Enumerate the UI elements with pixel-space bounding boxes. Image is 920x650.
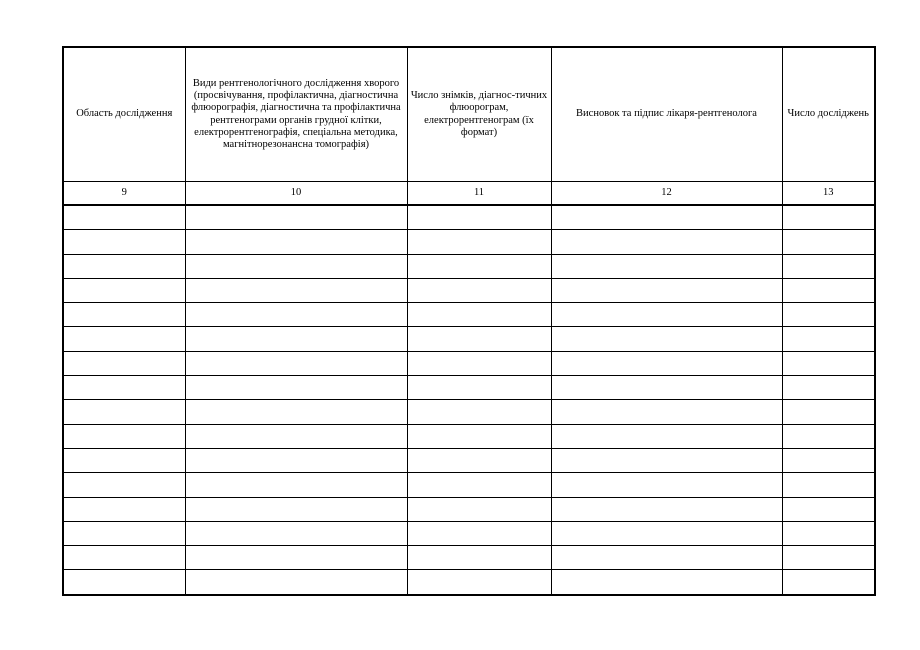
- column-number: 13: [782, 182, 875, 206]
- table-row: [63, 303, 875, 327]
- table-cell: [185, 278, 407, 302]
- table-cell: [551, 205, 782, 230]
- table-cell: [551, 327, 782, 351]
- table-cell: [782, 521, 875, 545]
- table-cell: [551, 376, 782, 400]
- table-cell: [63, 473, 185, 497]
- table-row: [63, 254, 875, 278]
- table-cell: [782, 473, 875, 497]
- table-cell: [407, 205, 551, 230]
- table-body: [63, 205, 875, 595]
- table-cell: [551, 448, 782, 472]
- table-cell: [782, 230, 875, 254]
- table-cell: [63, 303, 185, 327]
- table-cell: [551, 424, 782, 448]
- column-number-row: [63, 182, 875, 206]
- table-cell: [63, 205, 185, 230]
- table-cell: [185, 546, 407, 570]
- table-cell: [407, 351, 551, 375]
- table-cell: [63, 254, 185, 278]
- table-cell: [185, 448, 407, 472]
- column-number: 12: [551, 182, 782, 206]
- table-cell: [63, 376, 185, 400]
- table-cell: [551, 230, 782, 254]
- table-cell: [185, 400, 407, 424]
- column-number: 11: [407, 182, 551, 206]
- table-cell: [782, 570, 875, 595]
- table-cell: [782, 278, 875, 302]
- register-table: [62, 46, 876, 596]
- table-cell: [63, 230, 185, 254]
- table-cell: [782, 424, 875, 448]
- header-study-count: Число досліджень: [782, 47, 875, 182]
- table-cell: [407, 424, 551, 448]
- table-cell: [407, 230, 551, 254]
- table-cell: [551, 278, 782, 302]
- table-row: [63, 376, 875, 400]
- header-row: [63, 47, 875, 182]
- table-cell: [185, 327, 407, 351]
- header-xray-types: Види рентгенологічного дослідження хворого (просвічування, профілактична, діагностична флюорографія, діагностична та профілактична рентгенограми органів грудної клітки, електрорентгенографія, спеціальна методика, магнітнорезонансна томографія): [185, 47, 407, 182]
- table-cell: [185, 376, 407, 400]
- table-cell: [407, 254, 551, 278]
- table-row: [63, 521, 875, 545]
- table-row: [63, 278, 875, 302]
- table-cell: [551, 473, 782, 497]
- table-cell: [407, 303, 551, 327]
- table-cell: [407, 497, 551, 521]
- table-cell: [407, 400, 551, 424]
- header-image-count: Число знімків, діагнос-тичних флюорограм, електрорентгенограм (їх формат): [407, 47, 551, 182]
- table-cell: [185, 205, 407, 230]
- table-cell: [407, 473, 551, 497]
- table-cell: [782, 254, 875, 278]
- table-cell: [63, 546, 185, 570]
- table-row: [63, 570, 875, 595]
- table-row: [63, 473, 875, 497]
- table-cell: [185, 497, 407, 521]
- column-number: 9: [63, 182, 185, 206]
- table-cell: [63, 424, 185, 448]
- table-cell: [185, 521, 407, 545]
- table-cell: [551, 254, 782, 278]
- table-cell: [407, 546, 551, 570]
- table-cell: [551, 570, 782, 595]
- table-cell: [63, 278, 185, 302]
- table-row: [63, 400, 875, 424]
- table-cell: [63, 351, 185, 375]
- table-cell: [63, 448, 185, 472]
- table-cell: [407, 376, 551, 400]
- table-row: [63, 448, 875, 472]
- table-row: [63, 230, 875, 254]
- table-cell: [407, 521, 551, 545]
- table-cell: [782, 303, 875, 327]
- table-cell: [63, 497, 185, 521]
- table-cell: [551, 303, 782, 327]
- table-cell: [551, 521, 782, 545]
- table-cell: [782, 205, 875, 230]
- table-cell: [185, 424, 407, 448]
- table-cell: [782, 351, 875, 375]
- table-cell: [782, 327, 875, 351]
- header-conclusion: Висновок та підпис лікаря-рентгенолога: [551, 47, 782, 182]
- table-cell: [551, 497, 782, 521]
- table-cell: [407, 278, 551, 302]
- table-row: [63, 327, 875, 351]
- table-row: [63, 497, 875, 521]
- table-cell: [551, 351, 782, 375]
- table-cell: [782, 400, 875, 424]
- table-cell: [407, 570, 551, 595]
- table-cell: [63, 521, 185, 545]
- table-cell: [407, 448, 551, 472]
- table-cell: [185, 303, 407, 327]
- table-cell: [782, 497, 875, 521]
- table-row: [63, 205, 875, 230]
- table-cell: [63, 400, 185, 424]
- table-cell: [63, 327, 185, 351]
- table-row: [63, 351, 875, 375]
- table-row: [63, 424, 875, 448]
- header-study-area: Область дослідження: [63, 47, 185, 182]
- table-cell: [185, 230, 407, 254]
- table-cell: [185, 473, 407, 497]
- table-cell: [185, 351, 407, 375]
- table-cell: [782, 376, 875, 400]
- column-number: 10: [185, 182, 407, 206]
- table-cell: [551, 546, 782, 570]
- table-cell: [782, 448, 875, 472]
- table-cell: [63, 570, 185, 595]
- table-cell: [185, 570, 407, 595]
- table-cell: [551, 400, 782, 424]
- table-cell: [407, 327, 551, 351]
- table-row: [63, 546, 875, 570]
- table-cell: [782, 546, 875, 570]
- table-cell: [185, 254, 407, 278]
